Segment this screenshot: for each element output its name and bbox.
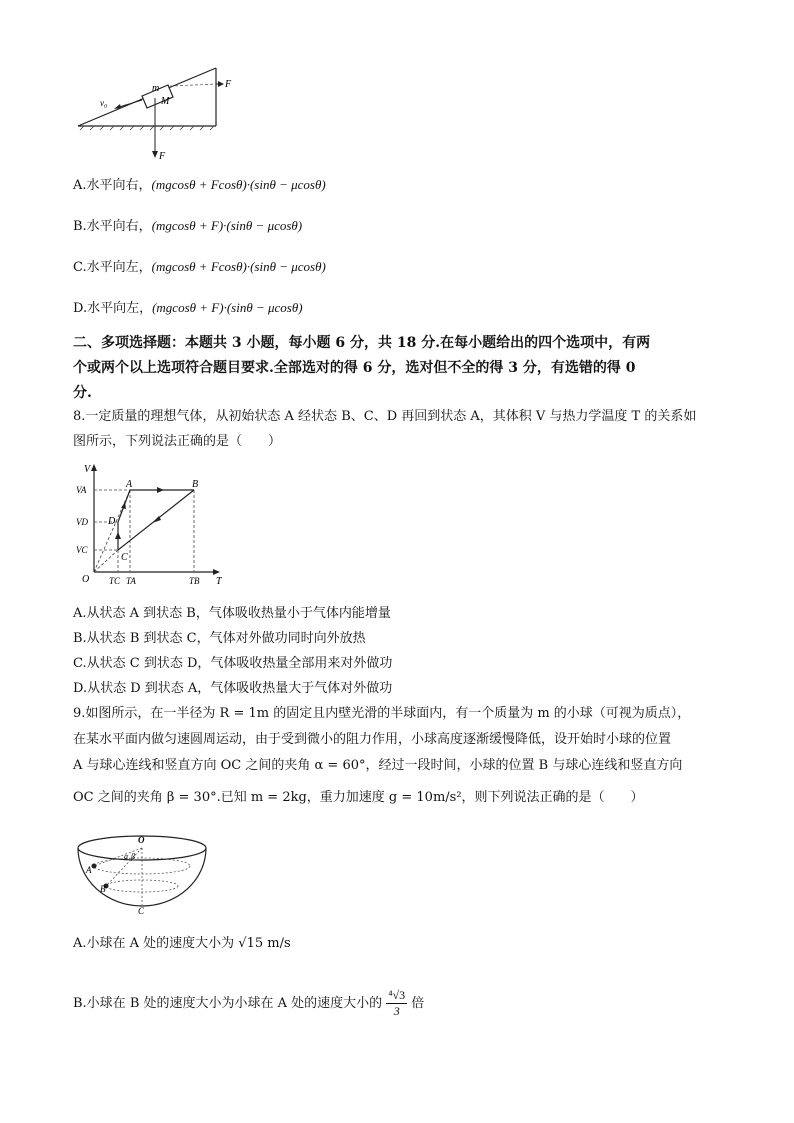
section2-line1: 二、多项选择题：本题共 3 小题，每小题 6 分，共 18 分.在每小题给出的四个选项中，有两 [73,335,651,351]
q8-option-a: A.从状态 A 到状态 B，气体吸收热量小于气体内能增量 [73,606,391,621]
q8-option-d: D.从状态 D 到状态 A，气体吸收热量大于气体对外做功 [73,681,393,696]
q7-option-d: D.水平向左，(mgcosθ + F)·(sinθ − μcosθ) [73,300,303,316]
q9-option-a: A.小球在 A 处的速度大小为 √15 m/s [73,936,291,951]
q8-option-c: C.从状态 C 到状态 D，气体吸收热量全部用来对外做功 [73,656,393,671]
point-b-label: B [192,479,199,490]
M-label: M [161,96,170,107]
q9-option-b: B.小球在 B 处的速度大小为小球在 A 处的速度大小的 $\frac{\text{⁴√3}}{3}$ 倍 [73,988,425,1018]
hemisphere-figure [72,828,212,918]
tb-label: TB [189,576,200,586]
q8-stem-line2: 图所示，下列说法正确的是（ ） [73,434,282,449]
v0-label: v₀ [100,98,108,108]
vt-graph [76,460,236,590]
F-down-label: F [159,151,166,162]
axis-v-label: V [84,464,91,475]
axis-t-label: T [216,576,222,587]
q8-option-b: B.从状态 B 到状态 C，气体对外做功同时向外放热 [73,631,366,646]
vd-label: VD [76,517,88,527]
q7-option-a: A.水平向右，(mgcosθ + Fcosθ)·(sinθ − μcosθ) [73,177,326,193]
label-a: A [86,865,92,875]
label-o: O [138,835,145,845]
label-b: B [100,884,106,894]
label-beta: β [131,852,135,861]
q9-stem-line4: OC 之间的夹角 β = 30°.已知 m = 2kg，重力加速度 g = 10m/s²，则下列说法正确的是（ ） [73,790,644,805]
tc-label: TC [109,576,121,586]
q9-stem-line2: 在某水平面内做匀速圆周运动，由于受到微小的阻力作用，小球高度逐渐缓慢降低，设开始时小球的位置 [73,732,672,747]
q9-stem-line3: A 与球心连线和竖直方向 OC 之间的夹角 α = 60°，经过一段时间，小球的位置 B 与球心连线和竖直方向 [73,758,683,773]
va-label: VA [76,485,87,495]
section2-line3: 分. [73,385,92,401]
q8-stem-line1: 8.一定质量的理想气体，从初始状态 A 经状态 B、C、D 再回到状态 A，其体积 V 与热力学温度 T 的关系如 [73,409,697,424]
label-c: C [138,906,145,916]
origin-label: O [82,574,90,585]
q7-option-b: B.水平向右，(mgcosθ + F)·(sinθ − μcosθ) [73,218,303,234]
point-c-label: C [121,552,128,563]
fraction: $\frac{\text{⁴√3}}{3}$ [388,988,406,1018]
m-label: m [152,83,160,94]
F-right-label: F [225,79,232,90]
section2-line2: 个或两个以上选项符合题目要求.全部选对的得 6 分，选对但不全的得 3 分，有选错的得 0 [73,360,636,376]
label-alpha: α [124,852,129,861]
q7-option-c: C.水平向左，(mgcosθ + Fcosθ)·(sinθ − μcosθ) [73,259,326,275]
ta-label: TA [126,576,136,586]
point-d-label: D [108,516,116,527]
incline-figure [70,60,240,170]
vc-label: VC [76,545,88,555]
q9-stem-line1: 9.如图所示，在一半径为 R = 1m 的固定且内壁光滑的半球面内，有一个质量为 m 的小球（可视为质点）， [73,706,691,721]
point-a-label: A [126,479,133,490]
